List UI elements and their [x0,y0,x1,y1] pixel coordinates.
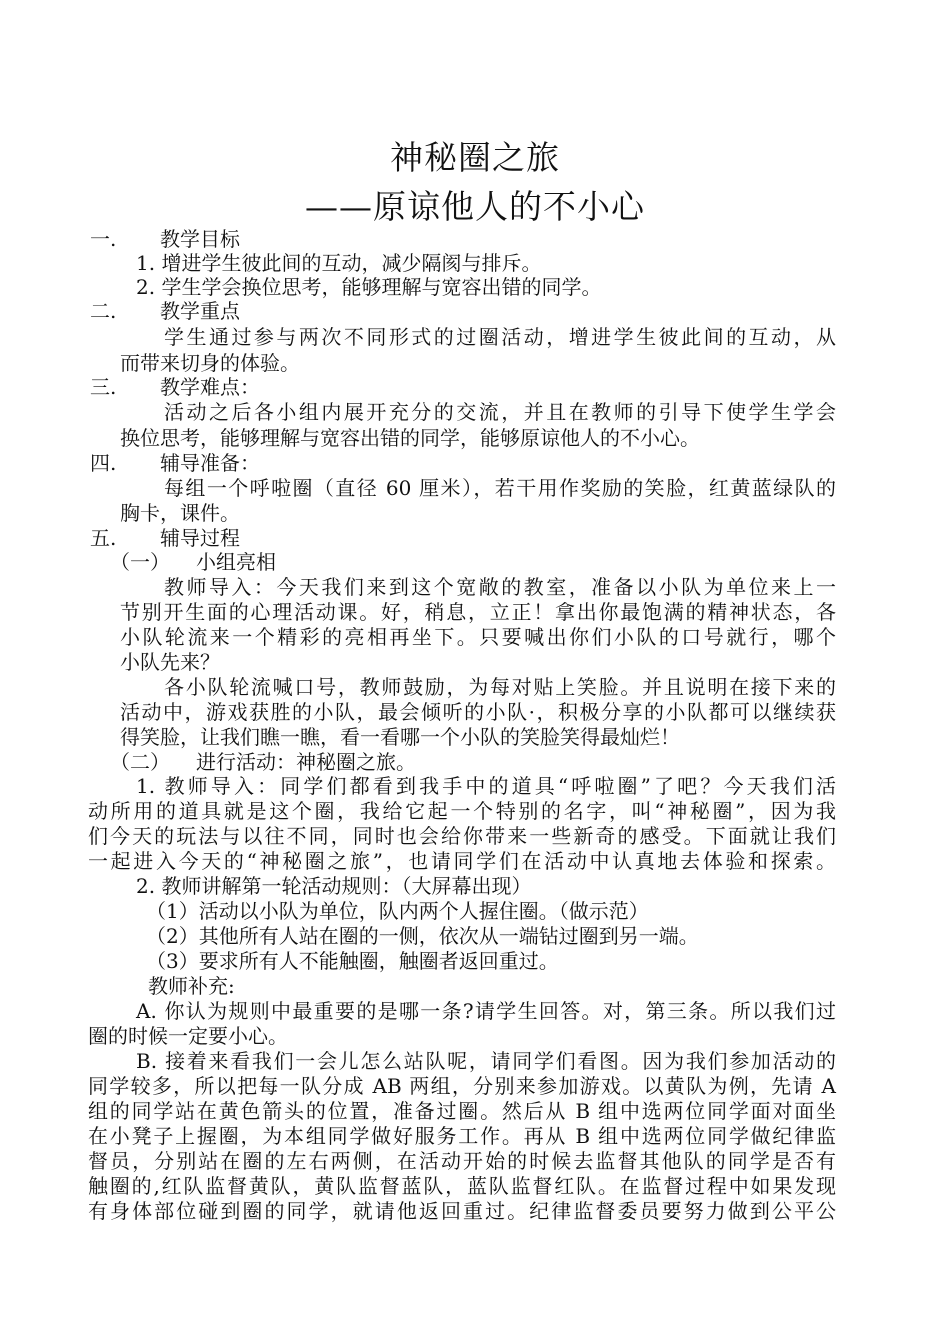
section-number: 四. [90,451,117,475]
paragraph-line: 换位思考，能够理解与宽容出错的同学，能够原谅他人的不小心。 [120,426,700,450]
section-number: 二. [90,299,117,323]
subsection-number: （二） [110,750,170,774]
list-item: 1. 增进学生彼此间的互动，减少隔阂与排斥。 [136,251,542,275]
list-item: 2. 学生学会换位思考，能够理解与宽容出错的同学。 [136,275,602,299]
doc-subtitle: ——原谅他人的不小心 [305,187,645,226]
paragraph-line: B. 接着来看我们一会儿怎么站队呢，请同学们看图。因为我们参加活动的 [136,1049,836,1073]
paragraph-line: 们今天的玩法与以往不同，同时也会给你带来一些新奇的感受。下面就让我们 [88,824,836,848]
section-number: 三. [90,375,117,399]
paragraph-line: 每组一个呼啦圈（直径 60 厘米），若干用作奖励的笑脸，红黄蓝绿队的 [164,476,836,500]
subsection-heading: 进行活动：神秘圈之旅。 [196,750,416,774]
paragraph-line: 动所用的道具就是这个圈，我给它起一个特别的名字，叫“神秘圈”，因为我 [88,799,836,823]
paragraph-line: 圈的时候一定要小心。 [88,1024,288,1048]
paragraph-line: 胸卡，课件。 [120,501,240,525]
paragraph-line: 督员，分别站在圈的左右两侧，在活动开始的时候去监督其他队的同学是否有 [88,1149,836,1173]
paragraph-line: 触圈的,红队监督黄队，黄队监督蓝队，蓝队监督红队。在监督过程中如果发现 [88,1174,836,1198]
rule-item: （3）要求所有人不能触圈，触圈者返回重过。 [146,949,559,973]
paragraph-line: 活动之后各小组内展开充分的交流，并且在教师的引导下使学生学会 [164,400,836,424]
rule-item: （1）活动以小队为单位，队内两个人握住圈。（做示范） [146,899,649,923]
section-heading: 教学重点 [160,299,240,323]
paragraph-line: 有身体部位碰到圈的同学，就请他返回重过。纪律监督委员要努力做到公平公 [88,1199,836,1223]
rule-item: （2）其他所有人站在圈的一侧，依次从一端钻过圈到另一端。 [146,924,699,948]
paragraph-line: 2. 教师讲解第一轮活动规则：（大屏幕出现） [136,874,532,898]
section-heading: 教学目标 [160,227,240,251]
section-heading: 辅导过程 [160,526,240,550]
section-heading: 辅导准备： [160,451,260,475]
subsection-number: （一） [110,550,170,574]
doc-title: 神秘圈之旅 [390,138,560,177]
section-number: 一. [90,227,117,251]
section-number: 五. [90,526,117,550]
section-heading: 教学难点： [160,375,260,399]
paragraph-line: 而带来切身的体验。 [120,351,300,375]
paragraph-line: 学生通过参与两次不同形式的过圈活动，增进学生彼此间的互动，从 [164,325,836,349]
paragraph-line: 小队轮流来一个精彩的亮相再坐下。只要喊出你们小队的口号就行，哪个 [120,625,836,649]
paragraph-line: A. 你认为规则中最重要的是哪一条?请学生回答。对，第三条。所以我们过 [136,999,836,1023]
paragraph-line: 1. 教师导入：同学们都看到我手中的道具“呼啦圈”了吧？今天我们活 [136,774,836,798]
paragraph-line: 活动中，游戏获胜的小队，最会倾听的小队·，积极分享的小队都可以继续获 [120,700,836,724]
paragraph-line: 教师导入：今天我们来到这个宽敞的教室，准备以小队为单位来上一 [164,575,836,599]
paragraph-line: 同学较多，所以把每一队分成 AB 两组，分别来参加游戏。以黄队为例，先请 A [88,1074,836,1098]
paragraph-line: 一起进入今天的“神秘圈之旅”，也请同学们在活动中认真地去体验和探索。 [88,849,836,873]
subsection-heading: 小组亮相 [196,550,276,574]
paragraph-line: 各小队轮流喊口号，教师鼓励，为每对贴上笑脸。并且说明在接下来的 [164,675,836,699]
paragraph-line: 组的同学站在黄色箭头的位置，准备过圈。然后从 B 组中选两位同学面对面坐 [88,1099,836,1123]
paragraph-line: 小队先来？ [120,650,220,674]
paragraph-line: 节别开生面的心理活动课。好，稍息，立正！拿出你最饱满的精神状态，各 [120,600,836,624]
paragraph-line: 在小凳子上握圈，为本组同学做好服务工作。再从 B 组中选两位同学做纪律监 [88,1124,836,1148]
paragraph-line: 教师补充: [148,974,235,998]
paragraph-line: 得笑脸，让我们瞧一瞧，看一看哪一个小队的笑脸笑得最灿烂！ [120,725,680,749]
